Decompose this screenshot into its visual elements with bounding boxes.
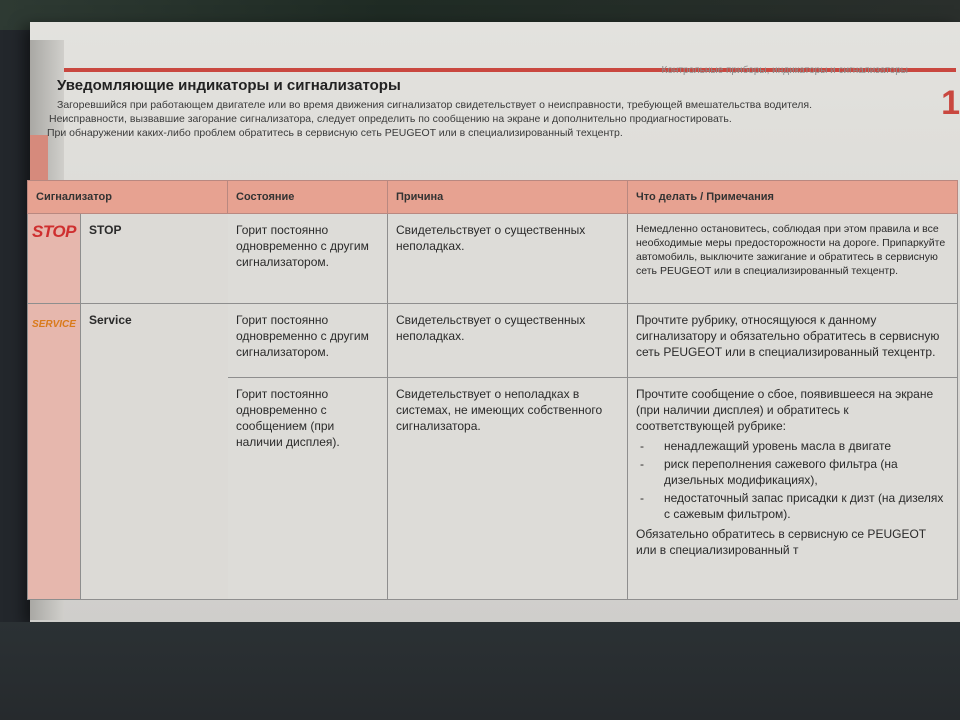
action-cell: Немедленно остановитесь, соблюдая при этом правила и все необходимые меры предосторожности на дороге. Припаркуйте автомобиль, выключите зажигание и обратитесь в сервисную сеть PEUGEOT или в специализированный техцентр. bbox=[628, 214, 958, 304]
reason-list bbox=[636, 438, 949, 522]
indicator-name: STOP bbox=[80, 214, 228, 303]
indicator-cell bbox=[28, 214, 228, 304]
column-header: Состояние bbox=[228, 181, 388, 214]
state-cell: Горит постоянно одновременно с сообщением (при наличии дисплея). bbox=[228, 378, 388, 600]
indicator-cell bbox=[28, 304, 228, 600]
column-header: Причина bbox=[388, 181, 628, 214]
action-cell bbox=[628, 378, 958, 600]
intro-paragraph: Загоревшийся при работающем двигателе или во время движения сигнализатор свидетельствует о неисправности, требующей вмешательства водителя. bbox=[57, 99, 812, 111]
manual-page bbox=[30, 22, 960, 622]
column-header: Что делать / Примечания bbox=[628, 181, 958, 214]
cause-cell: Свидетельствует о существенных неполадках. bbox=[388, 214, 628, 304]
page-title: Уведомляющие индикаторы и сигнализаторы bbox=[57, 77, 401, 94]
stop-warning-icon: STOP bbox=[32, 222, 76, 241]
action-intro: Прочтите сообщение о сбое, появившееся на экране (при наличии дисплея) и обратитесь к соответствующей рубрике: bbox=[636, 387, 934, 433]
chapter-number: 1 bbox=[941, 84, 960, 122]
table-header-row bbox=[28, 181, 958, 214]
state-cell: Горит постоянно одновременно с другим сигнализатором. bbox=[228, 304, 388, 378]
table-row bbox=[28, 214, 958, 304]
intro-text bbox=[47, 98, 927, 140]
list-item: - риск переполнения сажевого фильтра (на дизельных модификациях), bbox=[636, 456, 949, 488]
cause-cell: Свидетельствует о неполадках в системах, не имеющих собственного сигнализатора. bbox=[388, 378, 628, 600]
indicator-symbol-strip bbox=[28, 304, 80, 599]
list-item: - недостаточный запас присадки к дизт (на дизелях с сажевым фильтром). bbox=[636, 490, 949, 522]
cause-cell: Свидетельствует о существенных неполадках. bbox=[388, 304, 628, 378]
table-row bbox=[28, 304, 958, 378]
intro-paragraph: Неисправности, вызвавшие загорание сигнализатора, следует определить по сообщению на экране и дополнительно продиагностировать. bbox=[49, 113, 732, 125]
list-item: - ненадлежащий уровень масла в двигате bbox=[636, 438, 949, 454]
warning-lights-table bbox=[27, 180, 958, 600]
action-outro: Обязательно обратитесь в сервисную се PEUGEOT или в специализированный т bbox=[636, 527, 926, 557]
action-cell: Прочтите рубрику, относящуюся к данному сигнализатору и обязательно обратитесь в сервисную сеть PEUGEOT или в специализированный техцентр. bbox=[628, 304, 958, 378]
intro-paragraph: При обнаружении каких-либо проблем обратитесь в сервисную сеть PEUGEOT или в специализированный техцентр. bbox=[47, 127, 623, 139]
indicator-name: Service bbox=[80, 304, 228, 599]
column-header: Сигнализатор bbox=[28, 181, 228, 214]
state-cell: Горит постоянно одновременно с другим сигнализатором. bbox=[228, 214, 388, 304]
running-head: Контрольные приборы, индикаторы и сигнализаторы bbox=[661, 65, 908, 76]
service-warning-icon: SERVICE bbox=[32, 319, 76, 330]
background-surface bbox=[0, 622, 960, 720]
